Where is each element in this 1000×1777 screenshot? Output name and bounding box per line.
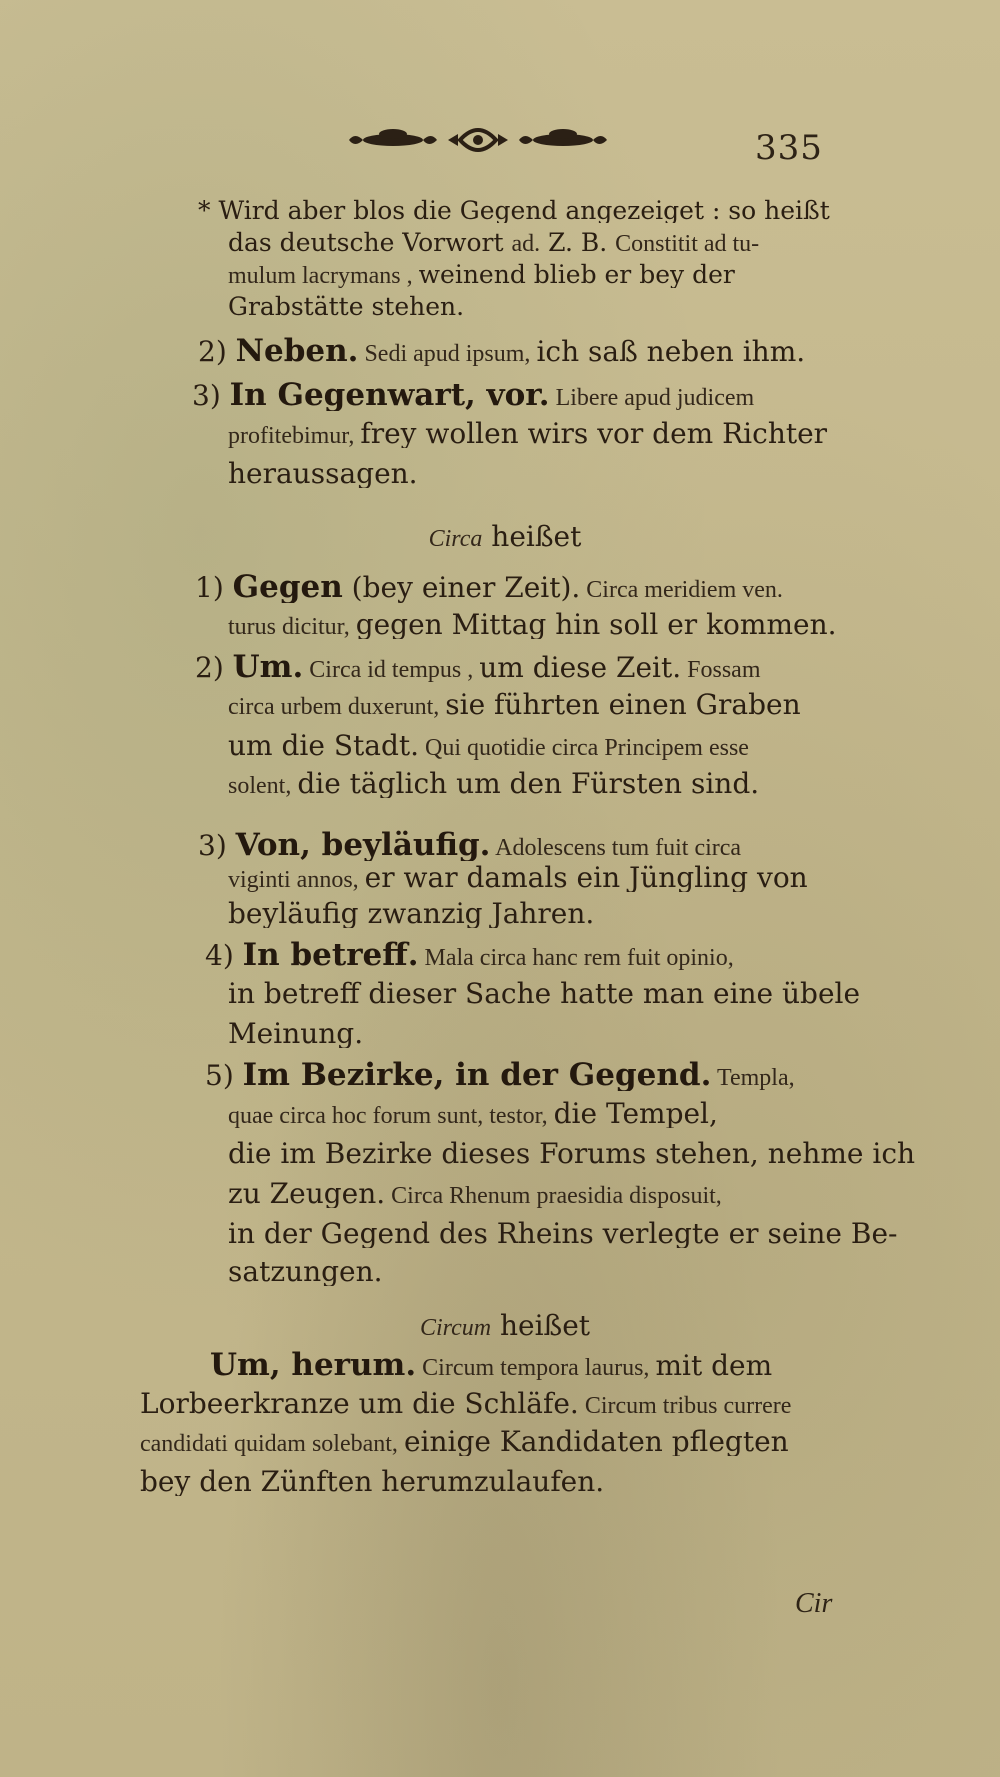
text-segment: Sedi apud ipsum, <box>358 341 537 367</box>
text-line <box>140 940 935 971</box>
text-line <box>140 1350 940 1381</box>
text-line <box>140 1140 958 1168</box>
text-segment: er war damals ein Jüngling von <box>364 864 808 892</box>
text-segment: Fossam <box>681 657 761 683</box>
text-line <box>140 1100 958 1128</box>
text-segment: In Gegenwart, vor. <box>229 380 550 411</box>
text-segment: Grabstätte stehen. <box>228 294 465 319</box>
text-segment: Libere apud judicem <box>549 385 755 411</box>
text-line <box>140 1060 935 1091</box>
text-segment: Um, herum. <box>210 1350 417 1381</box>
section-heading <box>140 523 870 551</box>
text-line <box>140 1220 958 1248</box>
text-segment: candidati quidam solebant, <box>140 1431 404 1456</box>
text-segment: Mala circa hanc rem fuit opinio, <box>418 945 734 971</box>
text-segment: Im Bezirke, in der Gegend. <box>242 1060 712 1091</box>
text-segment: mit dem <box>655 1350 773 1381</box>
text-segment: 4) <box>205 940 243 971</box>
text-line <box>140 900 958 928</box>
text-segment: ad. <box>511 231 541 256</box>
text-segment: in der Gegend des Rheins verlegte er seine Be- <box>228 1220 898 1248</box>
text-segment: Circum tempora laurus, <box>416 1355 656 1381</box>
text-segment: solent, <box>228 773 298 798</box>
text-line <box>140 652 925 683</box>
text-line <box>140 262 958 288</box>
text-segment: quae circa hoc forum sunt, testor, <box>228 1103 554 1128</box>
text-line <box>140 460 958 488</box>
text-segment: 2) <box>198 336 236 367</box>
text-line <box>140 294 958 319</box>
text-line <box>140 1428 870 1456</box>
text-segment: um die Stadt. <box>228 732 420 760</box>
text-segment: circa urbem duxerunt, <box>228 694 446 719</box>
text-segment: einige Kandidaten pflegten <box>403 1428 789 1456</box>
text-line <box>140 830 928 861</box>
text-line <box>140 611 958 639</box>
text-segment: Lorbeerkranze um die Schläfe. <box>140 1390 579 1418</box>
text-segment: Um. <box>232 652 304 683</box>
text-segment: Templa, <box>711 1065 795 1091</box>
text-segment: Circa id tempus , <box>303 657 480 683</box>
text-segment: 3) <box>198 830 236 861</box>
text-segment: beyläufig zwanzig Jahren. <box>228 900 595 928</box>
text-segment: (bey einer Zeit). <box>342 572 581 603</box>
text-segment: das deutsche Vorwort <box>228 230 512 256</box>
text-segment: Circa meridiem ven. <box>580 577 783 603</box>
text-line <box>140 1390 870 1418</box>
text-segment: viginti annos, <box>228 867 365 892</box>
text-segment: mulum lacrymans , <box>228 263 419 288</box>
text-segment: zu Zeugen. <box>228 1180 386 1208</box>
text-segment: die täglich um den Fürsten sind. <box>297 770 760 798</box>
text-segment: Von, beyläufig. <box>235 830 491 861</box>
text-segment: weinend blieb er bey der <box>418 262 735 288</box>
catchword: Cir <box>795 1588 833 1619</box>
text-segment: Circum tribus currere <box>578 1393 792 1418</box>
text-segment: satzungen. <box>228 1258 383 1286</box>
text-line <box>140 572 925 603</box>
text-segment: Circa <box>428 526 483 551</box>
page-header <box>0 120 1000 170</box>
text-segment: Neben. <box>235 336 359 367</box>
text-segment: 1) <box>195 572 233 603</box>
text-segment: Qui quotidie circa Principem esse <box>419 735 749 760</box>
text-line <box>140 420 958 448</box>
text-segment: Circum <box>419 1315 492 1340</box>
text-segment: profitebimur, <box>228 423 361 448</box>
text-segment: In betreff. <box>242 940 419 971</box>
text-segment: heißet <box>491 1312 591 1340</box>
section-heading <box>140 1312 870 1340</box>
text-line <box>140 864 958 892</box>
text-segment: die Tempel, <box>553 1100 718 1128</box>
text-segment: sie führten einen Graben <box>445 691 801 719</box>
text-segment: Circa Rhenum praesidia disposuit, <box>385 1183 722 1208</box>
text-segment: 5) <box>205 1060 243 1091</box>
text-line <box>140 980 958 1008</box>
text-line <box>140 1468 870 1496</box>
text-segment: bey den Zünften herumzulaufen. <box>140 1468 605 1496</box>
text-segment: * Wird aber blos die Gegend angezeiget : so heißt <box>198 198 830 223</box>
text-line <box>140 732 958 760</box>
text-segment: 2) <box>195 652 233 683</box>
text-line <box>140 1020 958 1048</box>
text-line <box>140 1258 958 1286</box>
text-segment: in betreff dieser Sache hatte man eine übele <box>228 980 861 1008</box>
page-number: 335 <box>755 128 823 168</box>
text-segment: heraussagen. <box>228 460 418 488</box>
text-segment: frey wollen wirs vor dem Richter <box>360 420 828 448</box>
text-segment: turus dicitur, <box>228 614 356 639</box>
text-segment: Constitit ad tu- <box>615 231 760 256</box>
text-line <box>140 230 958 256</box>
text-line <box>140 691 958 719</box>
text-segment: Z. B. <box>540 230 616 256</box>
text-line <box>140 770 958 798</box>
text-segment: gegen Mittag hin soll er kommen. <box>355 611 837 639</box>
text-line <box>140 336 928 367</box>
text-segment: die im Bezirke dieses Forums stehen, nehme ich <box>228 1140 916 1168</box>
text-segment: Gegen <box>232 572 343 603</box>
text-segment: um diese Zeit. <box>479 652 682 683</box>
text-segment: heißet <box>482 523 582 551</box>
text-line <box>140 1180 958 1208</box>
text-line <box>140 198 928 223</box>
ornament-divider <box>348 120 608 160</box>
text-segment: 3) <box>192 380 230 411</box>
text-segment: Adolescens tum fuit circa <box>490 835 742 861</box>
text-segment: ich saß neben ihm. <box>536 336 806 367</box>
text-segment: Meinung. <box>228 1020 364 1048</box>
text-line <box>140 380 922 411</box>
